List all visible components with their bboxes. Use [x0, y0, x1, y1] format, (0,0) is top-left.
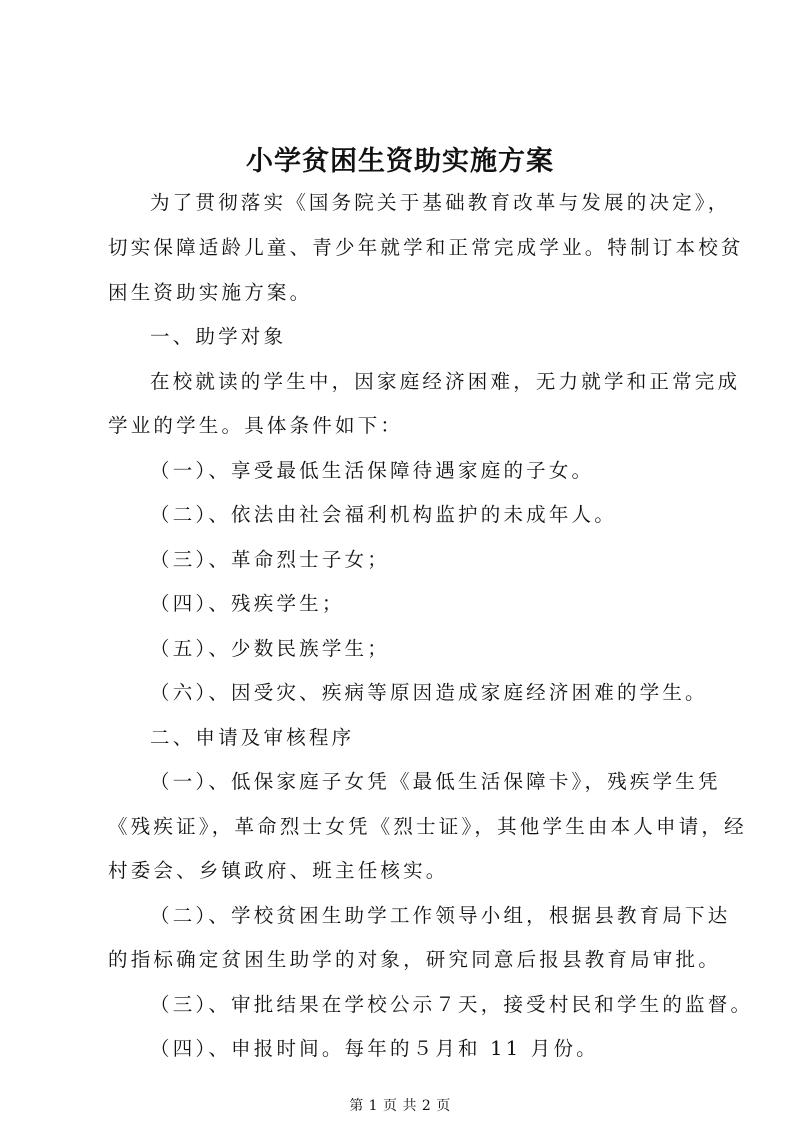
- list-item: （五）、少数民族学生；: [150, 637, 390, 660]
- paragraph-line: （二）、学校贫困生助学工作领导小组，根据县教育局下达: [150, 904, 731, 927]
- list-item: （四）、残疾学生；: [150, 592, 345, 615]
- paragraph-line: 的指标确定贫困生助学的对象，研究同意后报县教育局审批。: [108, 948, 721, 971]
- page-footer: 第 1 页 共 2 页: [349, 1098, 451, 1114]
- paragraph-line: （一）、低保家庭子女凭《最低生活保障卡》，残疾学生凭: [150, 770, 721, 793]
- section-heading: 二、申请及审核程序: [150, 726, 355, 749]
- paragraph-line: 为了贯彻落实《国务院关于基础教育改革与发展的决定》，: [150, 191, 731, 214]
- list-item: （三）、革命烈士子女；: [150, 548, 390, 571]
- list-item: （六）、因受灾、疾病等原因造成家庭经济困难的学生。: [150, 681, 708, 704]
- paragraph-line: 学业的学生。具体条件如下：: [108, 414, 404, 437]
- paragraph-line: 切实保障适龄儿童、青少年就学和正常完成学业。特制订本校贫: [108, 236, 744, 259]
- paragraph-line: 在校就读的学生中，因家庭经济困难，无力就学和正常完成: [150, 370, 741, 393]
- paragraph-line: （四）、申报时间。每年的５月和 11 月份。: [150, 1037, 599, 1060]
- paragraph-line: 村委会、乡镇政府、班主任核实。: [108, 859, 449, 882]
- paragraph-line: 《残疾证》，革命烈士女凭《烈士证》，其他学生由本人申请，经: [108, 815, 747, 838]
- list-item: （一）、享受最低生活保障待遇家庭的子女。: [150, 459, 595, 482]
- document-title: 小学贫困生资助实施方案: [246, 146, 554, 177]
- section-heading: 一、助学对象: [150, 325, 287, 348]
- paragraph-line: （三）、审批结果在学校公示７天，接受村民和学生的监督。: [150, 993, 754, 1016]
- list-item: （二）、依法由社会福利机构监护的未成年人。: [150, 503, 617, 526]
- paragraph-line: 困生资助实施方案。: [108, 281, 313, 304]
